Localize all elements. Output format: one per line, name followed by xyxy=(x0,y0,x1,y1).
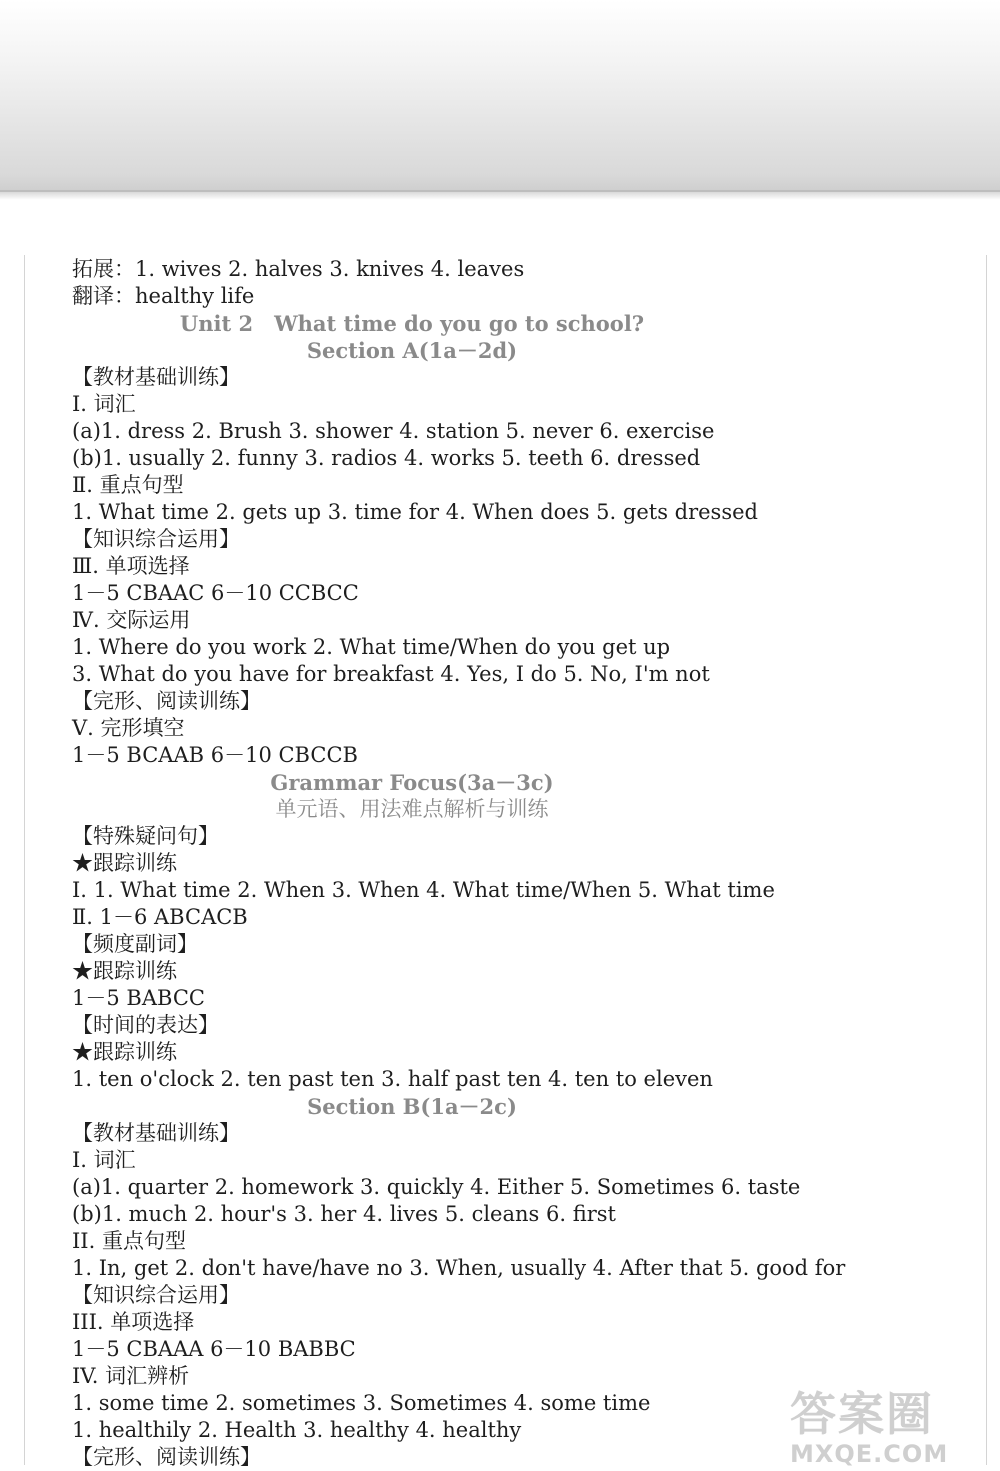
answer-line: Ⅰ. 1. What time 2. When 3. When 4. What time/When 5. What time xyxy=(72,878,775,902)
part-heading: Ⅴ. 完形填空 xyxy=(72,716,185,740)
answer-line: 1. healthily 2. Health 3. healthy 4. healthy xyxy=(72,1418,522,1442)
watermark-en: MXQE.COM xyxy=(790,1440,949,1468)
answer-key-body xyxy=(72,256,972,1471)
grammar-focus-title: Grammar Focus(3a－3c) xyxy=(270,770,554,795)
section-heading: 【知识综合运用】 xyxy=(72,527,240,551)
answer-line: 1. What time 2. gets up 3. time for 4. When does 5. gets dressed xyxy=(72,500,758,524)
section-heading: 【教材基础训练】 xyxy=(72,1121,240,1145)
section-heading: 【教材基础训练】 xyxy=(72,365,240,389)
section-heading: 【时间的表达】 xyxy=(72,1013,219,1037)
watermark-cn: 答案圈 xyxy=(790,1387,934,1441)
left-margin-rule xyxy=(24,255,25,1465)
answer-line: 1. ten o'clock 2. ten past ten 3. half past ten 4. ten to eleven xyxy=(72,1067,713,1091)
unit-title: Unit 2 What time do you go to school? xyxy=(179,311,645,336)
answer-line: (a)1. dress 2. Brush 3. shower 4. station 5. never 6. exercise xyxy=(72,419,715,443)
answer-line: (b)1. much 2. hour's 3. her 4. lives 5. cleans 6. first xyxy=(72,1202,616,1226)
answer-line: 1－5 BABCC xyxy=(72,986,205,1010)
part-heading: II. 重点句型 xyxy=(72,1229,186,1253)
page-header-shading xyxy=(0,0,1000,200)
part-heading: Ⅰ. 词汇 xyxy=(72,1148,136,1172)
section-a-title: Section A(1a－2d) xyxy=(306,338,518,363)
header-divider xyxy=(0,190,1000,192)
answer-line: 1－5 CBAAC 6－10 CCBCC xyxy=(72,581,359,605)
answer-line: 1. In, get 2. don't have/have no 3. When, usually 4. After that 5. good for xyxy=(72,1256,846,1280)
answer-line: 1－5 CBAAA 6－10 BABBC xyxy=(72,1337,356,1361)
section-heading: 【完形、阅读训练】 xyxy=(72,1445,261,1469)
part-heading: Ⅲ. 单项选择 xyxy=(72,554,190,578)
answer-line: 1. some time 2. sometimes 3. Sometimes 4. some time xyxy=(72,1391,651,1415)
answer-line: (b)1. usually 2. funny 3. radios 4. works 5. teeth 6. dressed xyxy=(72,446,701,470)
part-heading: Ⅱ. 重点句型 xyxy=(72,473,184,497)
answer-line: 1. Where do you work 2. What time/When do you get up xyxy=(72,635,671,659)
right-margin-rule xyxy=(986,255,987,1465)
section-heading: 【知识综合运用】 xyxy=(72,1283,240,1307)
part-heading: Ⅰ. 词汇 xyxy=(72,392,136,416)
section-b-title: Section B(1a－2c) xyxy=(307,1094,517,1119)
practice-heading: ★跟踪训练 xyxy=(72,959,177,983)
answer-line: 1－5 BCAAB 6－10 CBCCB xyxy=(72,743,358,767)
part-heading: Ⅳ. 交际运用 xyxy=(72,608,191,632)
site-watermark xyxy=(790,1378,990,1468)
extension-answers: 拓展：1. wives 2. halves 3. knives 4. leaves xyxy=(72,257,525,281)
practice-heading: ★跟踪训练 xyxy=(72,1040,177,1064)
translation-answer: 翻译：healthy life xyxy=(72,284,255,308)
section-heading: 【频度副词】 xyxy=(72,932,198,956)
part-heading: III. 单项选择 xyxy=(72,1310,195,1334)
section-heading: 【特殊疑问句】 xyxy=(72,824,219,848)
grammar-subtitle: 单元语、用法难点解析与训练 xyxy=(275,797,549,821)
part-heading: IV. 词汇辨析 xyxy=(72,1364,190,1388)
answer-line: Ⅱ. 1－6 ABCACB xyxy=(72,905,248,929)
section-heading: 【完形、阅读训练】 xyxy=(72,689,261,713)
answer-line: (a)1. quarter 2. homework 3. quickly 4. Either 5. Sometimes 6. taste xyxy=(72,1175,801,1199)
answer-line: 3. What do you have for breakfast 4. Yes, I do 5. No, I'm not xyxy=(72,662,710,686)
practice-heading: ★跟踪训练 xyxy=(72,851,177,875)
